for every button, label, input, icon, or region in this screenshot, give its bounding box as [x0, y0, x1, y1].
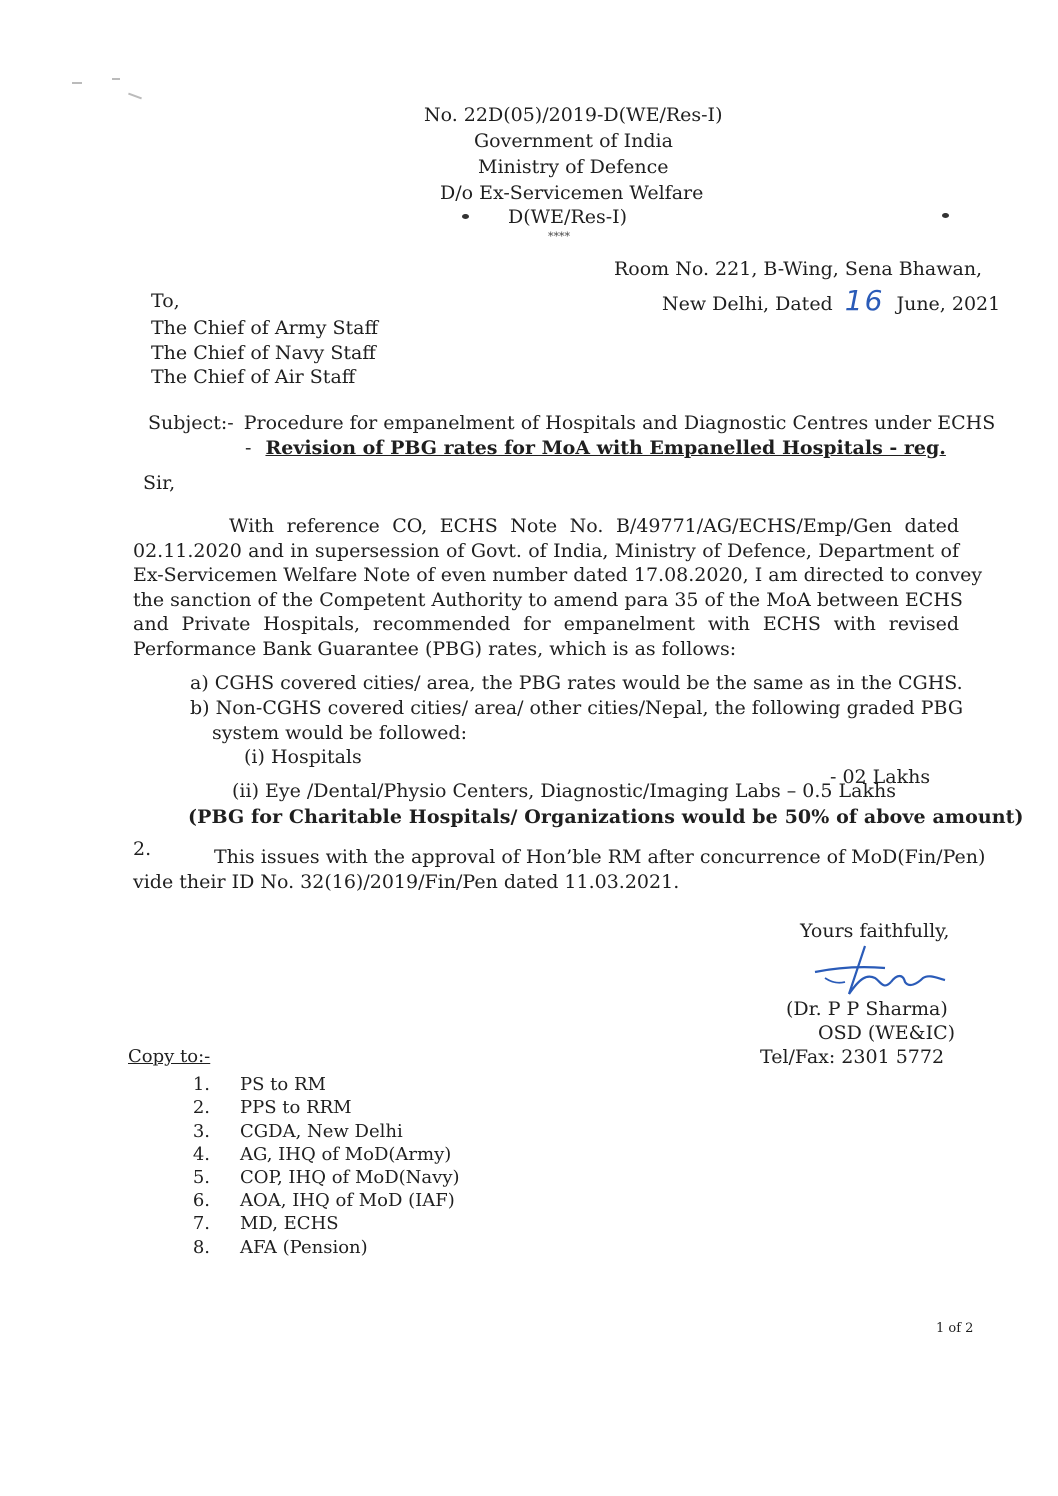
copy-to-item: [160, 1074, 326, 1095]
scan-mark: [128, 93, 142, 100]
copy-to-item: [160, 1213, 339, 1234]
ministry-name: Ministry of Defence: [478, 156, 669, 178]
closing: Yours faithfully,: [800, 920, 950, 942]
para1-line: and Private Hospitals, recommended for empanelment with ECHS with revised: [133, 613, 959, 635]
copy-to-item-number: 3.: [192, 1121, 210, 1142]
department-name: D/o Ex-Servicemen Welfare: [440, 182, 704, 204]
signatory-designation: OSD (WE&IC): [818, 1022, 956, 1044]
para2-line-2: vide their ID No. 32(16)/2019/Fin/Pen dated 11.03.2021.: [133, 871, 680, 893]
copy-to-item-text: PS to RM: [240, 1074, 326, 1095]
date-prefix: New Delhi, Dated: [662, 293, 833, 315]
subject-line-2: [245, 437, 946, 459]
copy-to-label: Copy to:-: [128, 1046, 211, 1067]
para1-line: Performance Bank Guarantee (PBG) rates, which is as follows:: [133, 637, 737, 660]
recipient-army: The Chief of Army Staff: [151, 317, 378, 339]
charitable-note: (PBG for Charitable Hospitals/ Organizations would be 50% of above amount): [188, 806, 1024, 828]
para1-line: 02.11.2020 and in supersession of Govt. of India, Ministry of Defence, Department of: [133, 539, 959, 562]
punch-hole-mark: [942, 213, 949, 218]
sub-item-i: (i) Hospitals: [244, 746, 362, 768]
recipient-navy: The Chief of Navy Staff: [151, 342, 376, 364]
copy-to-item-text: AG, IHQ of MoD(Army): [240, 1144, 452, 1165]
copy-to-item: [160, 1167, 460, 1188]
file-number: No. 22D(05)/2019-D(WE/Res-I): [424, 104, 723, 126]
to-label: To,: [151, 290, 180, 312]
subject-text-1: Procedure for empanelment of Hospitals and Diagnostic Centres under ECHS: [243, 412, 996, 434]
para1-line: With reference CO, ECHS Note No. B/49771/AG/ECHS/Emp/Gen dated: [229, 515, 959, 537]
copy-to-item-text: MD, ECHS: [240, 1213, 339, 1234]
para2-line-1: This issues with the approval of Hon’ble RM after concurrence of MoD(Fin/Pen): [214, 846, 986, 868]
subject-text-2: Revision of PBG rates for MoA with Empanelled Hospitals - reg.: [265, 437, 946, 459]
para2-number: 2.: [133, 838, 152, 860]
copy-to-item-number: 4.: [192, 1144, 210, 1165]
copy-to-item: [160, 1237, 368, 1258]
govt-name: Government of India: [474, 130, 673, 152]
copy-to-item-number: 6.: [192, 1190, 210, 1211]
item-b-line-2: system would be followed:: [212, 722, 467, 744]
page-number: 1 of 2: [936, 1321, 974, 1336]
copy-to-item-number: 2.: [192, 1097, 210, 1118]
para1-line: Ex-Servicemen Welfare Note of even number dated 17.08.2020, I am directed to convey: [133, 564, 983, 586]
body-paragraph-1: [133, 514, 983, 661]
copy-to-item-number: 1.: [192, 1074, 210, 1095]
copy-to-item-text: AOA, IHQ of MoD (IAF): [240, 1190, 455, 1211]
sub-item-ii: (ii) Eye /Dental/Physio Centers, Diagnostic/Imaging Labs – 0.5 Lakhs: [232, 780, 896, 802]
copy-to-item: [160, 1144, 451, 1165]
subject-line-1: [148, 412, 995, 434]
item-a: a) CGHS covered cities/ area, the PBG rates would be the same as in the CGHS.: [190, 672, 963, 694]
copy-to-item-text: COP, IHQ of MoD(Navy): [240, 1167, 460, 1188]
office-address: Room No. 221, B-Wing, Sena Bhawan,: [614, 258, 983, 280]
copy-to-item-text: AFA (Pension): [240, 1237, 368, 1258]
date-line: [662, 284, 1000, 317]
copy-to-item: [160, 1121, 403, 1142]
copy-to-item-text: CGDA, New Delhi: [240, 1121, 403, 1142]
item-b-line-1: b) Non-CGHS covered cities/ area/ other cities/Nepal, the following graded PBG: [190, 697, 964, 719]
subject-dash: -: [245, 437, 252, 459]
signatory-name: (Dr. P P Sharma): [786, 998, 948, 1020]
copy-to-item-number: 5.: [192, 1167, 210, 1188]
copy-to-item-number: 8.: [192, 1237, 210, 1258]
scan-mark: [72, 82, 82, 84]
date-day-handwritten: 16: [844, 284, 885, 317]
para1-line: the sanction of the Competent Authority to amend para 35 of the MoA between ECHS: [133, 588, 963, 611]
salutation: Sir,: [143, 472, 176, 494]
header-stars: ****: [548, 230, 570, 243]
copy-to-item: [160, 1097, 352, 1118]
scan-mark: [112, 78, 120, 80]
signatory-phone: Tel/Fax: 2301 5772: [760, 1046, 945, 1068]
date-suffix: June, 2021: [896, 293, 1001, 315]
section-name: D(WE/Res-I): [508, 206, 628, 228]
signature-scribble: [805, 938, 955, 1002]
punch-hole-mark: [462, 214, 469, 219]
subject-label: Subject:-: [148, 412, 234, 434]
copy-to-item: [160, 1190, 455, 1211]
sub-item-i-amount: - 02 Lakhs: [830, 766, 931, 788]
copy-to-item-number: 7.: [192, 1213, 210, 1234]
recipient-air: The Chief of Air Staff: [151, 366, 356, 388]
copy-to-item-text: PPS to RRM: [240, 1097, 352, 1118]
